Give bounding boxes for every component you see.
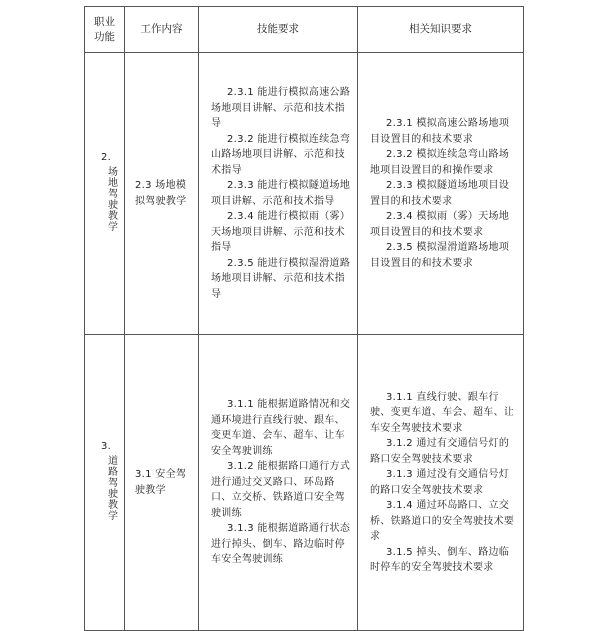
skills-cell: [199, 53, 358, 335]
function-number: 2.: [101, 152, 112, 163]
knowledge-item: 3.1.4 通过环岛路口、立交桥、铁路道口的安全驾驶技术要求: [370, 500, 515, 542]
header-row: [85, 7, 524, 53]
knowledge-item: 3.1.3 通过没有交通信号灯的路口安全驾驶技术要求: [370, 469, 510, 496]
work-content-text: 2.3 场地模拟驾驶教学: [135, 180, 187, 207]
knowledge-item: 2.3.3 模拟隧道场地项目设置目的和技术要求: [370, 180, 510, 207]
skill-item: 2.3.3 能进行模拟隧道场地项目讲解、示范和技术指导: [211, 180, 351, 207]
header-work-content: 工作内容: [125, 7, 199, 53]
knowledge-item: 2.3.5 模拟湿滑道路场地项目设置目的和技术要求: [370, 242, 510, 269]
knowledge-cell: [358, 53, 524, 335]
skill-item: 3.1.3 能根据道路通行状态进行掉头、倒车、路边临时停车安全驾驶训练: [211, 523, 351, 566]
table-row: [85, 53, 524, 335]
knowledge-cell: [358, 335, 524, 631]
function-name: 道路驾驶教学: [105, 454, 117, 521]
skills-cell: [199, 335, 358, 631]
skill-item: 2.3.5 能进行模拟湿滑道路场地项目讲解、示范和技术指导: [211, 257, 351, 300]
header-knowledge-requirements: 相关知识要求: [358, 7, 524, 53]
function-cell: [85, 53, 125, 335]
function-number: 3.: [101, 441, 112, 452]
skill-item: 3.1.2 能根据路口通行方式进行通过交叉路口、环岛路口、立交桥、铁路道口安全驾驶训练: [211, 461, 351, 519]
work-content-cell: [125, 53, 199, 335]
knowledge-item: 2.3.4 模拟雨（雾）天场地项目设置目的和技术要求: [370, 211, 510, 238]
function-cell: [85, 335, 125, 631]
work-content-text: 3.1 安全驾驶教学: [135, 469, 187, 496]
skill-item: 2.3.1 能进行模拟高速公路场地项目讲解、示范和技术指导: [211, 87, 351, 129]
skill-item: 3.1.1 能根据道路情况和交通环境进行直线行驶、跟车、变更车道、会车、超车、让车安全驾驶训练: [211, 399, 351, 457]
knowledge-item: 3.1.1 直线行驶、跟车行驶、变更车道、车会、超车、让车安全驾驶技术要求: [370, 391, 515, 434]
knowledge-item: 2.3.2 模拟连续急弯山路场地项目设置目的和操作要求: [370, 149, 510, 176]
knowledge-item: 3.1.5 掉头、倒车、路边临时停车的安全驾驶技术要求: [370, 546, 510, 573]
skills-spec-table: [84, 6, 524, 631]
knowledge-item: 3.1.2 通过有交通信号灯的路口安全驾驶技术要求: [370, 438, 510, 465]
work-content-cell: [125, 335, 199, 631]
knowledge-item: 2.3.1 模拟高速公路场地项目设置目的和技术要求: [370, 118, 510, 145]
header-skill-requirements: 技能要求: [199, 7, 358, 53]
header-function: 职业 功能: [85, 7, 125, 53]
function-name: 场地驾驶教学: [105, 165, 117, 232]
skill-item: 2.3.4 能进行模拟雨（雾）天场地项目讲解、示范和技术指导: [211, 211, 351, 253]
table-row: [85, 335, 524, 631]
skill-item: 2.3.2 能进行模拟连续急弯山路场地项目讲解、示范和技术指导: [211, 133, 351, 176]
